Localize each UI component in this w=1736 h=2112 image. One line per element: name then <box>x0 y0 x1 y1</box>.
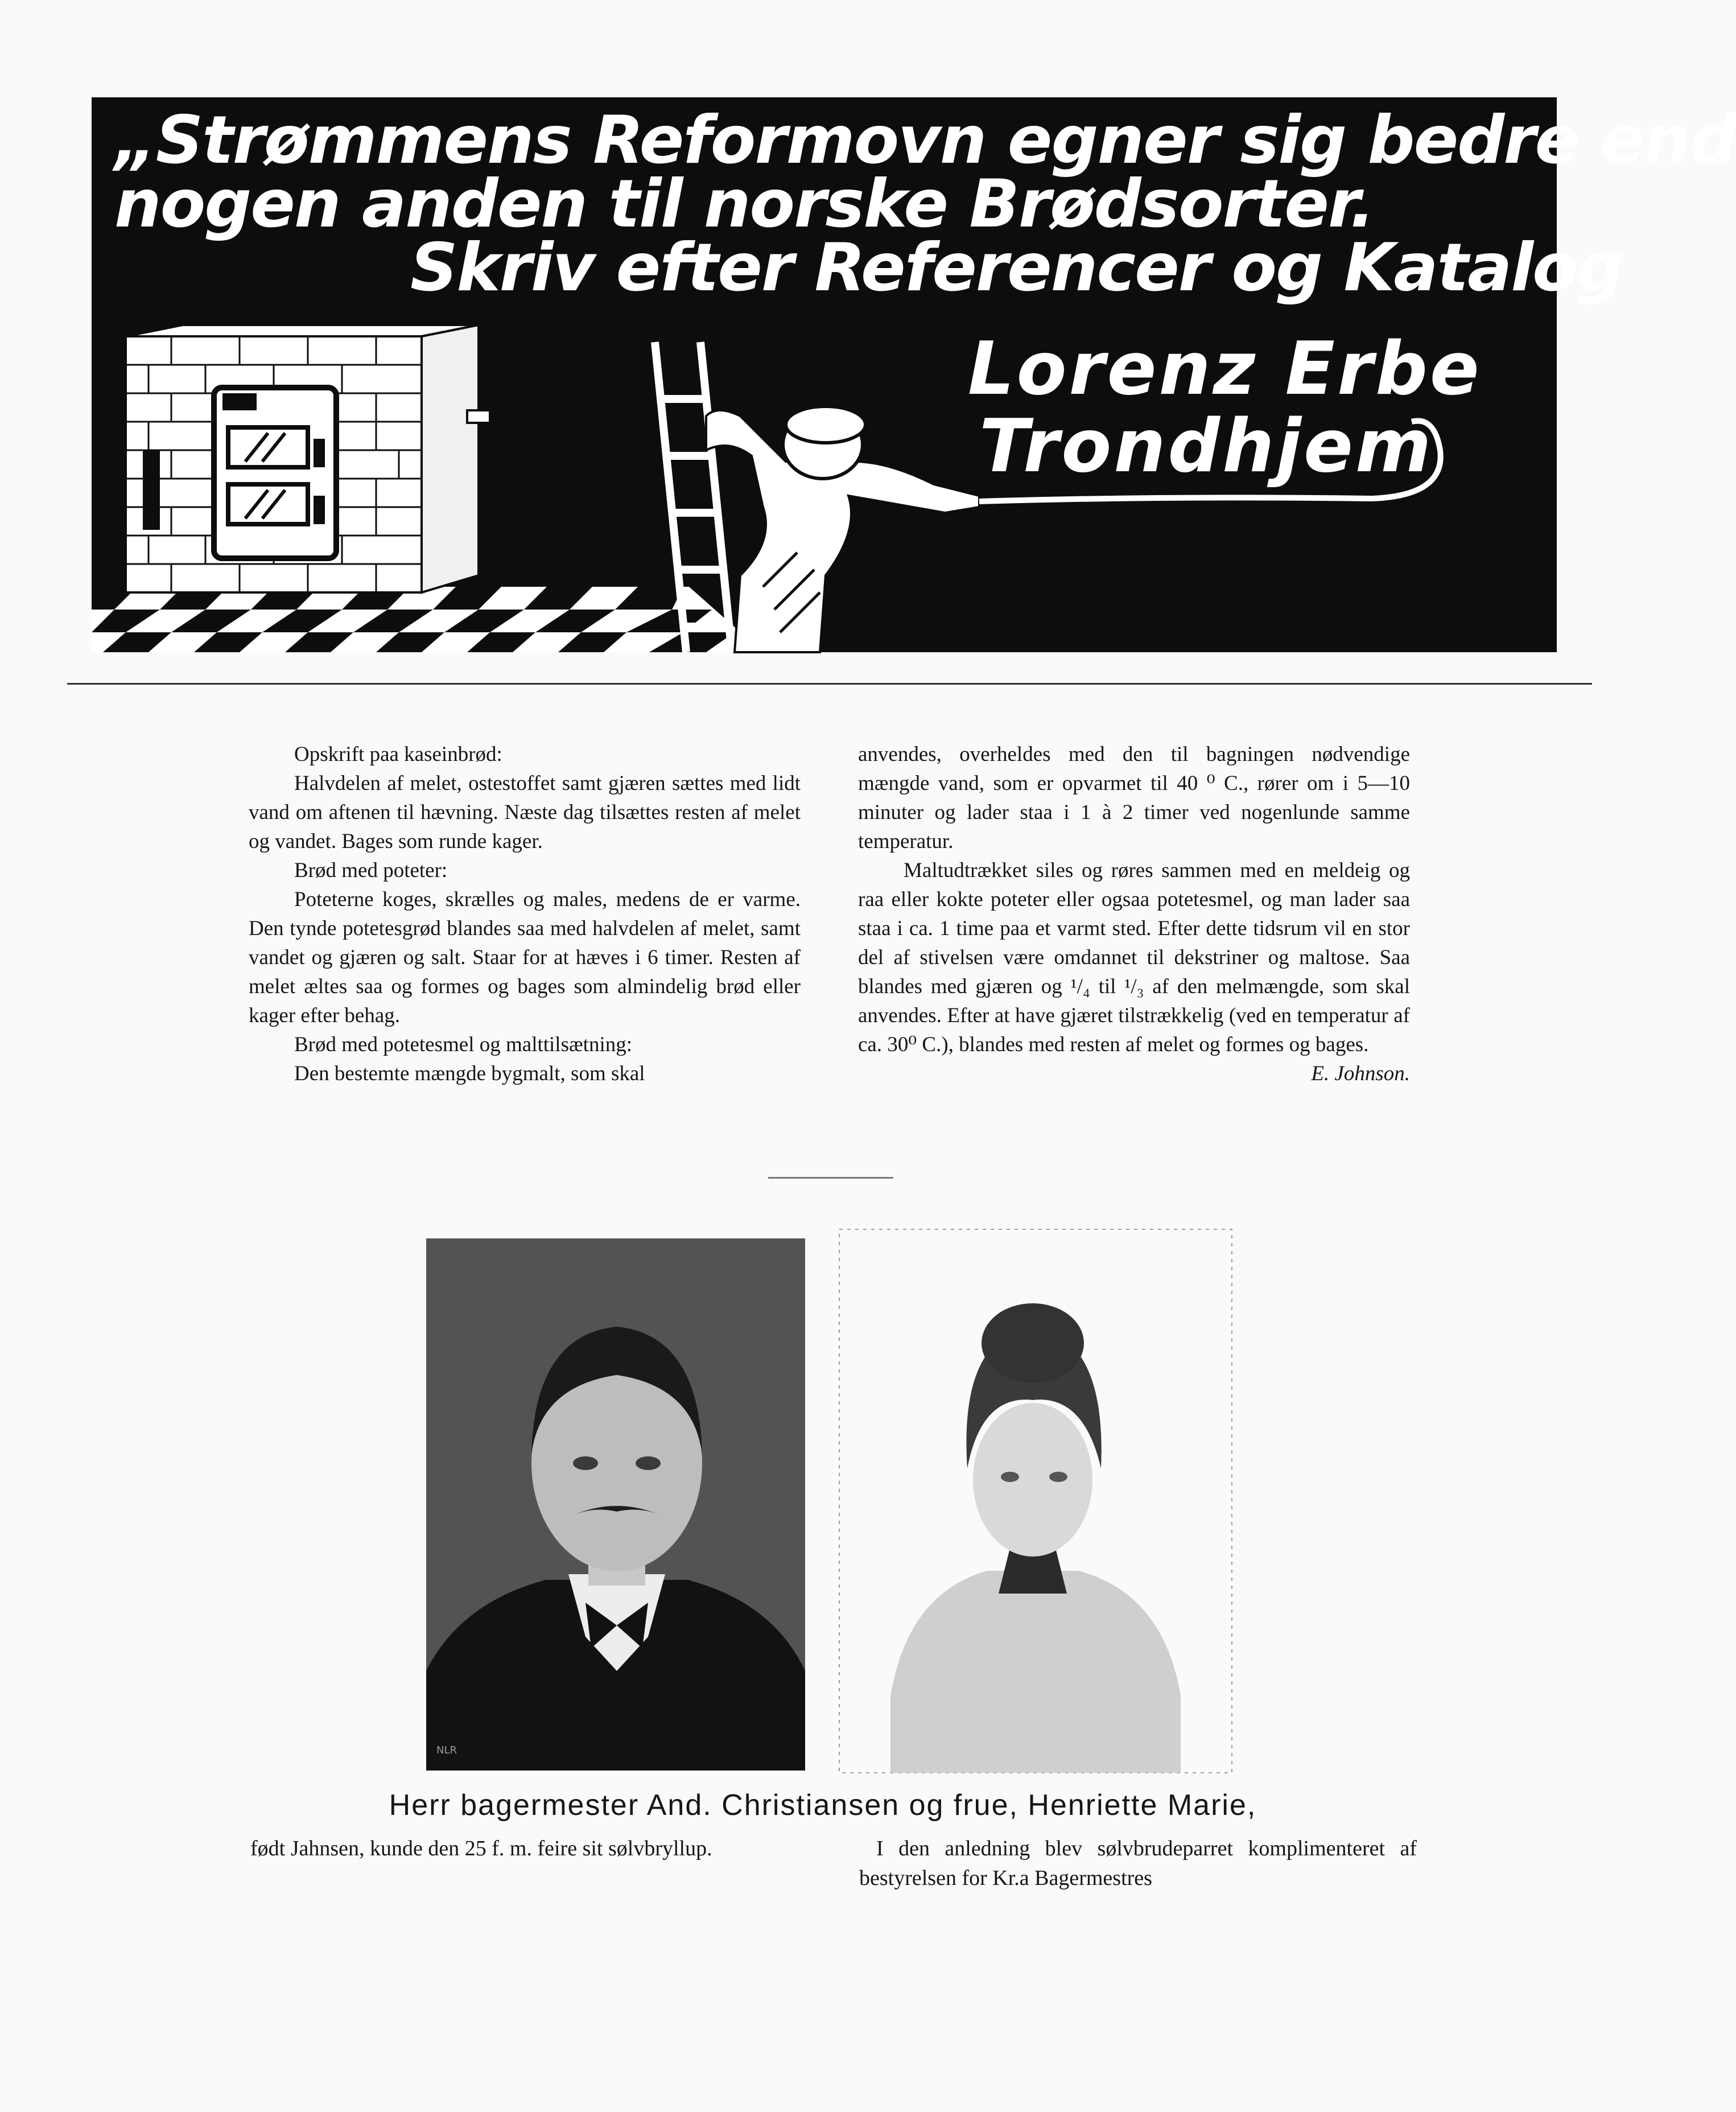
footer-paragraph: I den anledning blev sølvbrudeparret komplimenteret af bestyrelsen for Kr.a Bagermestres <box>859 1837 1417 1890</box>
portrait-man-photo <box>426 1238 805 1771</box>
recipe-paragraph: Den bestemte mængde bygmalt, som skal <box>294 1062 645 1085</box>
portrait-woman-photo <box>839 1229 1232 1773</box>
section-divider <box>67 683 1592 685</box>
oven <box>126 325 490 592</box>
recipe-heading: Opskrift paa kaseinbrød: <box>294 743 502 766</box>
recipe-heading: Brød med poteter: <box>294 859 448 882</box>
ad-address <box>968 327 1482 489</box>
recipe-paragraph: anvendes, overheldes med den til bagningen nødvendige mængde vand, som er opvarmet til 40 ⁰ C., rører om i 5—10 minuter og lader staa i 1 à 2 timer ved nogenlunde samme temperatur. <box>858 743 1410 853</box>
ad-company-name: Lorenz Erbe <box>968 327 1482 411</box>
ad-headline <box>114 102 1736 306</box>
ad-headline-line: Skriv efter Referencer og Katalog <box>410 229 1623 306</box>
recipe-paragraph: Maltudtrækket siles og røres sammen med en meldeig og raa eller kokte poteter eller ogsaa potetesmel, og man lader saa staa i ca. 1 time paa et varmt sted. Efter dette tidsrum vil en stor del af stivelsen være omdannet til dekstriner og maltose. Saa blandes med gjæren og ¹/₄ til ¹/₃ af den melmængde, som skal anvendes. Efter at have gjæret tilstrækkelig (ved en temperatur af ca. 30⁰ C.), blandes med resten af melet og formes og bages. <box>858 859 1410 1056</box>
footer-right-column <box>859 1834 1417 1893</box>
ad-headline-line: „Strømmens Reformovn egner sig bedre end <box>114 102 1736 179</box>
footer-paragraph: født Jahnsen, kunde den 25 f. m. feire sit sølvbryllup. <box>250 1837 712 1860</box>
advertisement-banner <box>92 97 1736 652</box>
checkered-floor <box>92 587 763 652</box>
ad-city: Trondhjem <box>979 404 1434 489</box>
article-right-column <box>858 740 1410 1088</box>
recipe-paragraph: Poteterne koges, skrælles og males, medens de er varme. Den tynde potetesgrød blandes saa med halvdelen af melet, samt vandet og gjæren og salt. Staar for at hæves i 6 timer. Resten af melet æltes saa og formes og bages som almindelig brød eller kager efter behag. <box>249 888 801 1027</box>
recipe-heading: Brød med potetesmel og malttilsætning: <box>294 1033 633 1056</box>
photo-caption: Herr bagermester And. Christiansen og frue, Henriette Marie, <box>389 1789 1257 1822</box>
author-signature: E. Johnson. <box>1311 1062 1410 1085</box>
signature-line <box>858 1059 1410 1088</box>
short-divider <box>768 1177 893 1179</box>
photo-mark: NLR <box>436 1744 457 1756</box>
ad-headline-line: nogen anden til norske Brødsorter. <box>114 166 1374 242</box>
recipe-paragraph: Halvdelen af melet, ostestoffet samt gjæren sættes med lidt vand om aftenen til hævning. Næste dag tilsættes resten af melet og vandet. Bages som runde kager. <box>249 772 801 853</box>
footer-left-column <box>250 1834 808 1863</box>
article-left-column <box>249 740 801 1088</box>
